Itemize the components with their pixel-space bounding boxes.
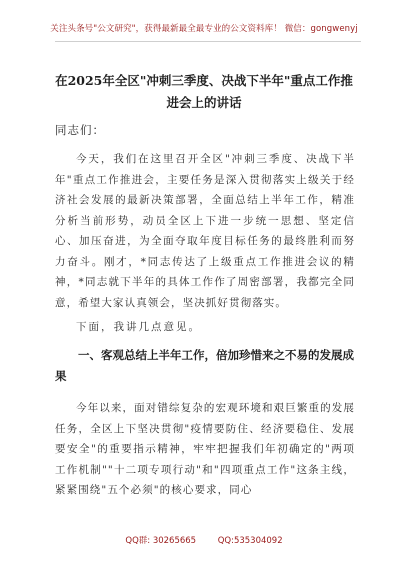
promo-banner: 关注头条号"公文研究"，获得最新最全最专业的公文资料库！ 微信：gongwenyj xyxy=(50,24,358,34)
salutation: 同志们： xyxy=(55,123,105,137)
document-title: 在2025年全区"冲刺三季度、决战下半年"重点工作推进会上的讲话 xyxy=(55,73,353,110)
body-paragraph-section-1: 今年以来，面对错综复杂的宏观环境和艰巨繁重的发展任务，全区上下坚决贯彻"疫情要防住、经济要稳住、发展要安全"的重要指示精神，牢牢把握我们年初确定的"两项工作机制""十二项专项行动"和"四项重点工作"这条主线，紧紧围绕"五个必须"的核心要求，同心 xyxy=(55,402,355,496)
body-paragraph-intro: 今天，我们在这里召开全区"冲刺三季度、决战下半年"重点工作推进会，主要任务是深入贯彻落实上级关于经济社会发展的最新决策部署，全面总结上半年工作，精准分析当前形势，动员全区上下进一步统一思想、坚定信心、加压奋进，为全面夺取年度目标任务的最终胜利而努力奋斗。刚才，*同志传达了上级重点工作推进会议的精神，*同志就下半年的具体工作作了周密部署，我都完全同意，希望大家认真领会，坚决抓好贯彻落实。 xyxy=(55,153,355,309)
contact-footer: QQ群: 30265665 QQ:535304092 xyxy=(125,536,283,546)
header-divider xyxy=(55,41,361,42)
section-heading-1: 一、客观总结上半年工作，倍加珍惜来之不易的发展成果 xyxy=(55,348,354,383)
body-paragraph-transition: 下面，我讲几点意见。 xyxy=(76,321,201,333)
